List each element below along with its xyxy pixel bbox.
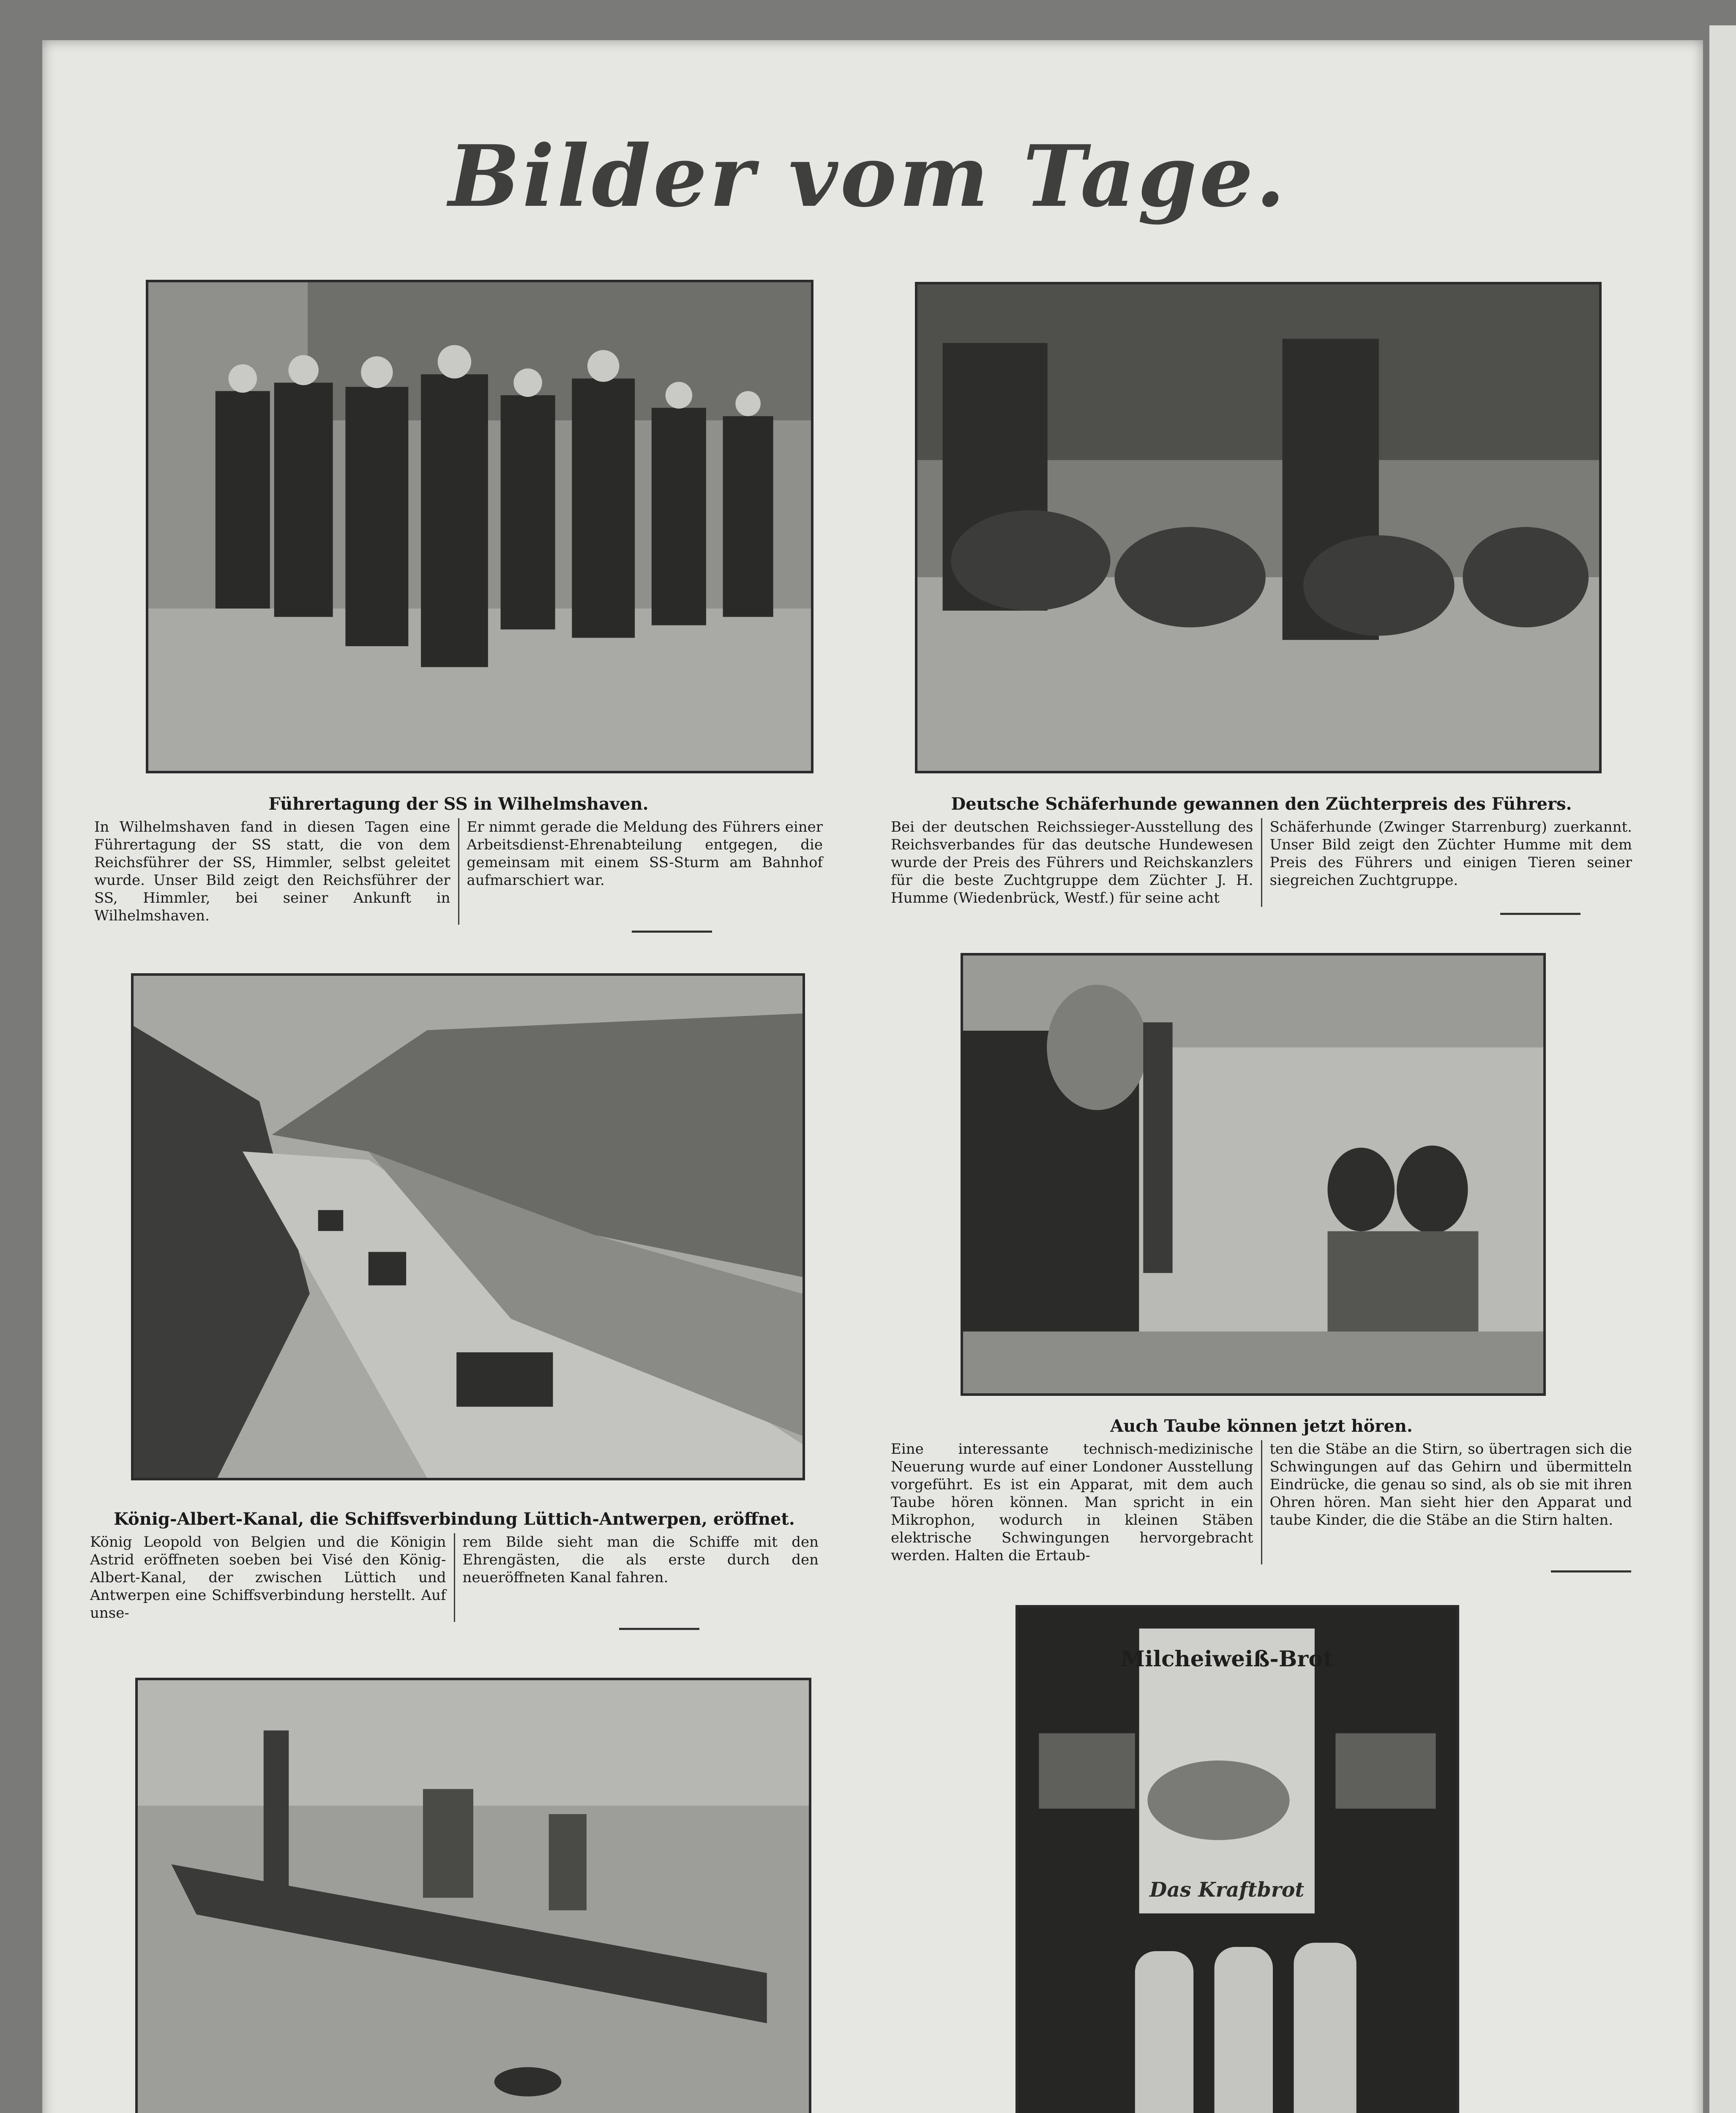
next-page-edge [1709,25,1736,2113]
caption-column: Bei der deutschen Reichssieger-Ausstellung des Reichsverbandes für das deutsche Hundewesen wurde der Preis des Führers und Reichskanzlers für die beste Zuchtgruppe dem Züchter J. H. Humme (Wiedenbrück, Westf.) für seine acht [891,819,1253,906]
caption-ss [87,794,830,933]
caption-column: Eine interessante technisch-medizinische Neuerung wurde auf einer Londoner Ausstellung vorgeführt. Es ist ein Apparat, mit dem auch Taube hören können. Man spricht in ein Mikrophon, wodurch in kleinen Stäben elektrische Schwingungen hervorgebracht werden. Halten die Ertaub- [891,1441,1253,1564]
photo-shepherd-dogs [915,282,1602,773]
caption-column: Schäferhunde (Zwinger Starrenburg) zuerkannt. Unser Bild zeigt den Züchter Humme mit dem Preis des Führers und einigen Tieren seiner siegreichen Zuchtgruppe. [1261,818,1640,907]
photo-deaf-children [961,953,1546,1396]
page-headline: Bilder vom Tage. [448,127,1288,226]
end-rule [632,931,712,933]
caption-title: Auch Taube können jetzt hören. [1110,1416,1413,1436]
caption-column: In Wilhelmshaven fand in diesen Tagen eine Führertagung der SS statt, die von dem Reichsführer der SS, Himmler, selbst geleitet wurde. Unser Bild zeigt den Reichsführer der SS, Himmler, bei seiner Ankunft in Wilhelmshaven. [94,819,450,924]
poster-title: Milcheiweiß-Brot [1121,1646,1333,1672]
caption-dogs [883,794,1640,915]
end-rule [1500,913,1580,915]
caption-title: König-Albert-Kanal, die Schiffsverbindung Lüttich-Antwerpen, eröffnet. [114,1509,795,1529]
caption-column: König Leopold von Belgien und die Königin Astrid eröffneten soeben bei Visé den König-Albert-Kanal, der zwischen Lüttich und Antwerpen eine Schiffsverbindung herstellt. Auf unse- [90,1534,446,1622]
caption-title: Deutsche Schäferhunde gewannen den Züchterpreis des Führers. [951,794,1572,814]
caption-deaf [883,1416,1640,1572]
caption-column: rem Bilde sieht man die Schiffe mit den Ehrengästen, die als erste durch den neueröffneten Kanal fahren. [454,1533,827,1622]
caption-column: Er nimmt gerade die Meldung des Führers einer Arbeitsdienst-Ehrenabteilung entgegen, die gemeinsam mit einem SS-Sturm am Bahnhof aufmarschiert war. [458,818,831,925]
photo-cruiser-karlsruhe [135,1678,811,2113]
caption-title: Führertagung der SS in Wilhelmshaven. [268,794,649,814]
end-rule [619,1628,699,1630]
end-rule [1551,1570,1631,1572]
photo-ss-meeting [146,280,813,773]
photo-canal [131,973,805,1480]
photo-milk-bread [1015,1605,1459,2113]
caption-canal [82,1509,826,1630]
caption-column: ten die Stäbe an die Stirn, so übertragen sich die Schwingungen auf das Gehirn und übermitteln Eindrücke, die genau so sind, als ob sie mit ihren Ohren hören. Man sieht hier den Apparat und taube Kinder, die die Stäbe an die Stirn halten. [1261,1440,1640,1564]
poster-brand: Das Kraftbrot [1149,1878,1305,1902]
